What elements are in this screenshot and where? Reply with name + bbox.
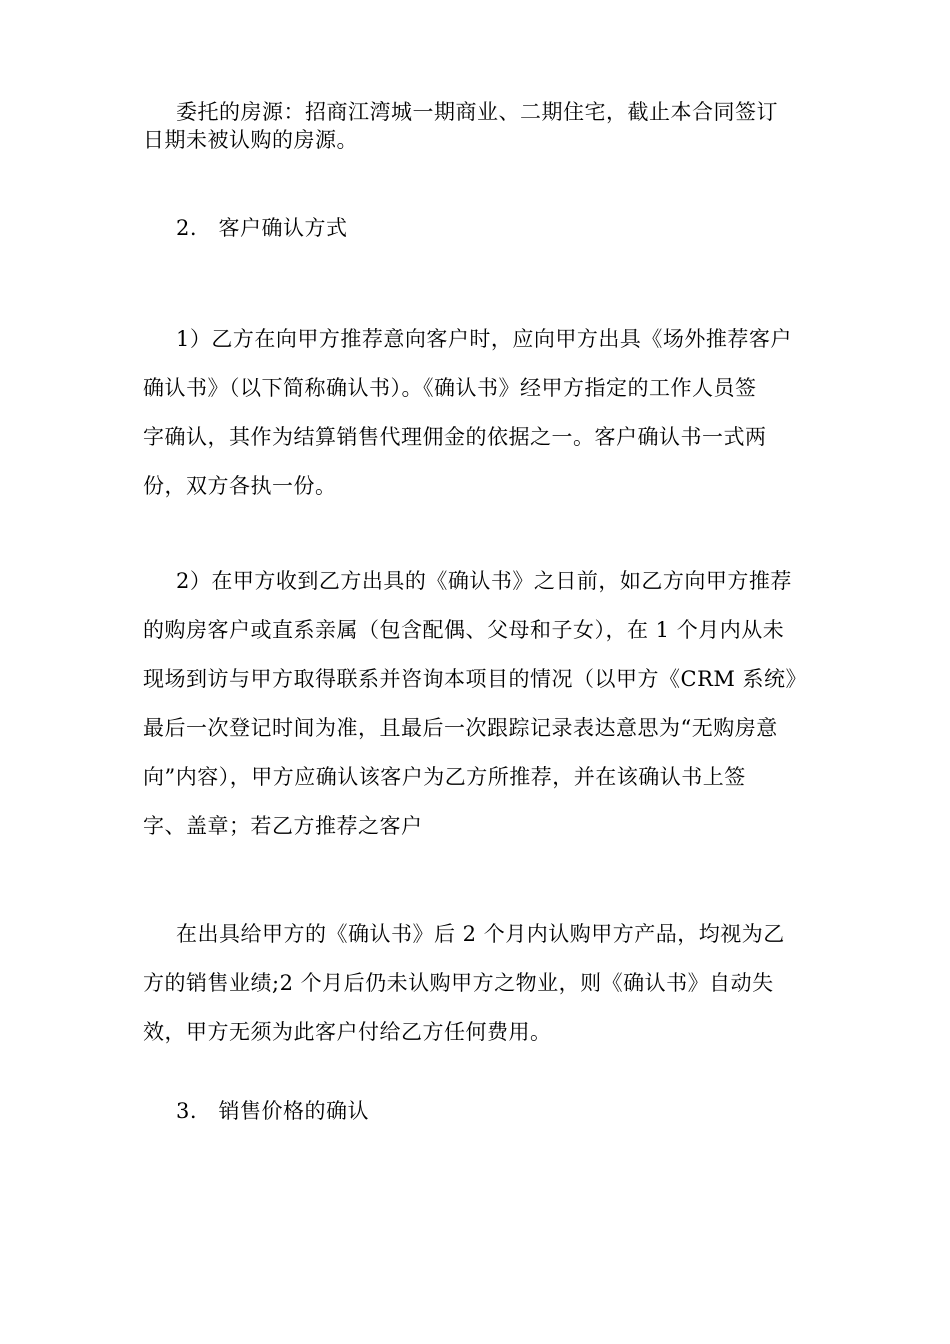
paragraph-confirmation-letter (143, 315, 823, 511)
paragraph-line: 向”内容），甲方应确认该客户为乙方所推荐，并在该确认书上签 (143, 765, 746, 789)
paragraph-line: 份，双方各执一份。 (143, 474, 337, 498)
paragraph-line: 现场到访与甲方取得联系并咨询本项目的情况（以甲方《CRM 系统》 (143, 667, 808, 691)
paragraph-line: 方的销售业绩;2 个月后仍未认购甲方之物业，则《确认书》自动失 (143, 971, 774, 995)
paragraph-line: 字、盖章；若乙方推荐之客户 (143, 814, 423, 838)
paragraph-line: 1）乙方在向甲方推荐意向客户时，应向甲方出具《场外推荐客户 (176, 327, 792, 351)
section-heading-sales-price: 3. 销售价格的确认 (176, 1099, 370, 1123)
paragraph-line: 确认书》（以下简称确认书）。《确认书》经甲方指定的工作人员签 (143, 376, 757, 400)
paragraph-line: 字确认，其作为结算销售代理佣金的依据之一。客户确认书一式两 (143, 425, 767, 449)
section-heading-customer-confirmation: 2. 客户确认方式 (176, 216, 348, 240)
paragraph-line: 委托的房源：招商江湾城一期商业、二期住宅，截止本合同签订 (176, 100, 778, 124)
paragraph-line: 2）在甲方收到乙方出具的《确认书》之日前，如乙方向甲方推荐 (176, 569, 792, 593)
paragraph-recommendation-rule (143, 557, 823, 851)
paragraph-entrusted-properties (143, 98, 823, 154)
paragraph-line: 效，甲方无须为此客户付给乙方任何费用。 (143, 1020, 552, 1044)
paragraph-sales-performance (143, 910, 823, 1057)
paragraph-line: 在出具给甲方的《确认书》后 2 个月内认购甲方产品，均视为乙 (176, 922, 785, 946)
paragraph-line: 最后一次登记时间为准，且最后一次跟踪记录表达意思为“无购房意 (143, 716, 778, 740)
paragraph-line: 日期未被认购的房源。 (143, 128, 358, 152)
paragraph-line: 的购房客户或直系亲属（包含配偶、父母和子女），在 1 个月内从未 (143, 618, 785, 642)
